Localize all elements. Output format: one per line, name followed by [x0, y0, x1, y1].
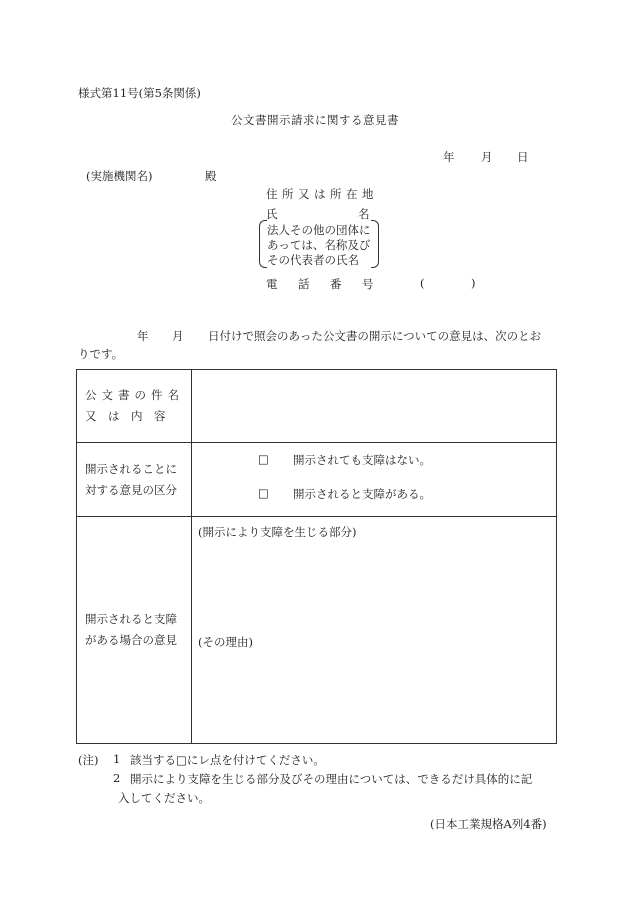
category-label-line-2: 対する意見の区分 [85, 482, 177, 497]
tel-label-char-3: 番 [330, 277, 342, 291]
table-row-opinion [77, 517, 557, 744]
subject-label-line-2: 又 は 内 容 [85, 409, 166, 423]
subject-value-cell[interactable] [192, 370, 557, 443]
tel-label-char-1: 電 [266, 277, 278, 291]
hindrance-part-label: (開示により支障を生じる部分) [198, 525, 357, 539]
option-no-hindrance[interactable] [192, 452, 556, 474]
option-hindrance-label: 開示されると支障がある。 [293, 486, 431, 501]
note-1-number: 1 [113, 752, 121, 766]
tel-paren-close: ) [471, 276, 476, 290]
addressee-label: (実施機関名) [86, 169, 153, 183]
corporation-note-line-2: あっては、名称及び [267, 238, 371, 252]
opinion-label-line-1: 開示されると支障 [85, 612, 177, 626]
category-label-cell [77, 443, 192, 517]
corporation-note-line-1: 法人その他の団体に [267, 223, 371, 237]
category-label-line-1: 開示されることに [85, 461, 177, 476]
bracket-right [371, 220, 379, 268]
reason-label: (その理由) [198, 635, 253, 649]
subject-label-line-1: 公文書の件名 [85, 388, 184, 402]
table-row-category [77, 443, 557, 517]
tel-label-char-4: 号 [362, 277, 374, 291]
category-options-cell [192, 443, 557, 517]
tel-label-char-2: 話 [298, 277, 310, 291]
corporation-note-line-3: その代表者の氏名 [267, 253, 359, 267]
address-label: 住所又は所在地 [266, 187, 378, 201]
name-label-end: 名 [358, 207, 370, 221]
opinion-value-cell[interactable] [192, 517, 557, 744]
table-row-subject [77, 370, 557, 443]
opinion-table [76, 369, 557, 744]
form-number: 様式第11号(第5条関係) [78, 86, 201, 100]
body-month-label: 月 [172, 329, 184, 343]
body-year-label: 年 [137, 329, 149, 343]
opinion-label-cell [77, 517, 192, 744]
note-1-text: 該当する□にレ点を付けてください。 [130, 753, 325, 767]
body-text-line-1: 日付けで照会のあった公文書の開示についての意見は、次のとお [208, 329, 542, 343]
checkbox-icon[interactable]: □ [258, 485, 269, 500]
checkbox-icon[interactable]: □ [258, 451, 269, 466]
date-year-label: 年 [443, 150, 455, 164]
note-2-text-continued: 入してください。 [118, 791, 210, 805]
date-day-label: 日 [517, 150, 529, 164]
document-title: 公文書開示請求に関する意見書 [231, 113, 399, 127]
tel-paren-open: ( [420, 276, 425, 290]
date-month-label: 月 [481, 150, 493, 164]
name-label-start: 氏 [266, 207, 278, 221]
option-no-hindrance-label: 開示されても支障はない。 [293, 452, 431, 467]
addressee-honorific: 殿 [205, 169, 217, 183]
paper-size-note: (日本工業規格A列4番) [430, 817, 547, 831]
notes-label: (注) [78, 753, 99, 767]
option-hindrance[interactable] [192, 486, 556, 508]
subject-label-cell [77, 370, 192, 443]
corporation-note-bracket [259, 220, 379, 267]
opinion-label-line-2: がある場合の意見 [85, 633, 177, 647]
bracket-left [259, 220, 267, 268]
note-2-text: 開示により支障を生じる部分及びその理由については、できるだけ具体的に記 [130, 772, 533, 786]
note-2-number: 2 [113, 771, 121, 785]
body-text-line-2: りです。 [78, 347, 124, 361]
